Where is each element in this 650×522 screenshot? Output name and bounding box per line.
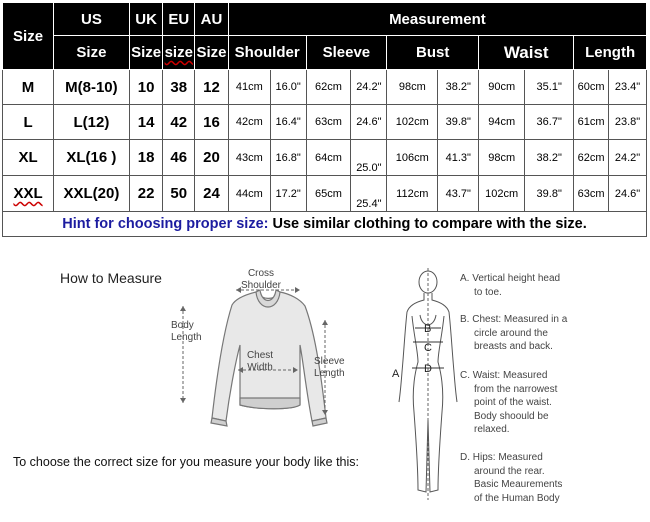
- cell-bust-cm: 106cm: [387, 140, 438, 176]
- cell-waist-cm: 94cm: [479, 105, 525, 140]
- cell-shoulder-cm: 44cm: [228, 176, 270, 212]
- cell-waist-in: 39.8": [525, 176, 574, 212]
- cell-length-in: 23.4": [609, 70, 647, 105]
- cell-uk: 14: [129, 105, 163, 140]
- cell-uk: 10: [129, 70, 163, 105]
- cell-bust-in: 43.7": [438, 176, 479, 212]
- cell-bust-in: 41.3": [438, 140, 479, 176]
- cell-bust-in: 38.2": [438, 70, 479, 105]
- header-eu-line2: size: [163, 36, 195, 70]
- header-size: Size: [3, 3, 54, 70]
- cell-eu: 46: [163, 140, 195, 176]
- header-bust: Bust: [387, 36, 479, 70]
- cell-shoulder-cm: 43cm: [228, 140, 270, 176]
- hint-text: Use similar clothing to compare with the size.: [268, 216, 587, 232]
- cell-length-in: 23.8": [609, 105, 647, 140]
- cell-size: XL: [3, 140, 54, 176]
- header-waist: Waist: [479, 36, 574, 70]
- cell-sleeve-cm: 64cm: [306, 140, 351, 176]
- marker-d: D: [424, 363, 432, 375]
- header-eu-line1: EU: [163, 3, 195, 36]
- body-length-label: Body Length: [171, 320, 202, 343]
- cell-eu: 38: [163, 70, 195, 105]
- cell-shoulder-in: 16.8": [270, 140, 306, 176]
- cell-us: M(8-10): [54, 70, 130, 105]
- cell-length-cm: 63cm: [574, 176, 609, 212]
- cell-waist-cm: 98cm: [479, 140, 525, 176]
- cell-sleeve-in: 24.6": [351, 105, 387, 140]
- cell-uk: 18: [129, 140, 163, 176]
- cell-sleeve-cm: 62cm: [306, 70, 351, 105]
- cross-shoulder-label: Cross Shoulder: [240, 268, 282, 291]
- cell-eu: 42: [163, 105, 195, 140]
- note-b: B. Chest: Measured in a circle around the breasts and back.: [460, 314, 568, 352]
- marker-c: C: [424, 342, 432, 354]
- cell-au: 12: [195, 70, 229, 105]
- cell-shoulder-cm: 42cm: [228, 105, 270, 140]
- cell-size: XXL: [3, 176, 54, 212]
- cell-shoulder-in: 16.0": [270, 70, 306, 105]
- cell-waist-in: 38.2": [525, 140, 574, 176]
- cell-waist-cm: 90cm: [479, 70, 525, 105]
- cell-bust-in: 39.8": [438, 105, 479, 140]
- note-c: C. Waist: Measured from the narrowest point of the waist. Body shoould be relaxed.: [460, 370, 558, 435]
- cell-length-in: 24.6": [609, 176, 647, 212]
- cell-sleeve-in: 25.4": [351, 176, 387, 212]
- note-d: D. Hips: Measured around the rear. Basic Meaurements of the Human Body: [460, 452, 563, 504]
- header-shoulder: Shoulder: [228, 36, 306, 70]
- header-us-line2: Size: [54, 36, 130, 70]
- cell-waist-cm: 102cm: [479, 176, 525, 212]
- chest-width-label: Chest Width: [246, 350, 274, 373]
- cell-bust-cm: 102cm: [387, 105, 438, 140]
- cell-length-cm: 61cm: [574, 105, 609, 140]
- marker-b: B: [424, 323, 432, 335]
- marker-a: A: [392, 368, 400, 380]
- cell-shoulder-cm: 41cm: [228, 70, 270, 105]
- cell-sleeve-cm: 63cm: [306, 105, 351, 140]
- cell-sleeve-in: 24.2": [351, 70, 387, 105]
- cell-sleeve-in: 25.0": [351, 140, 387, 176]
- note-a: A. Vertical height head to toe.: [460, 273, 561, 298]
- header-sleeve: Sleeve: [306, 36, 387, 70]
- header-measurement: Measurement: [228, 3, 646, 36]
- header-au-line2: Size: [195, 36, 229, 70]
- cell-length-cm: 62cm: [574, 140, 609, 176]
- hint-label: Hint for choosing proper size:: [62, 216, 269, 232]
- sleeve-length-label: Sleeve Length: [314, 356, 345, 379]
- cell-length-in: 24.2": [609, 140, 647, 176]
- cell-au: 24: [195, 176, 229, 212]
- cell-shoulder-in: 16.4": [270, 105, 306, 140]
- cell-eu: 50: [163, 176, 195, 212]
- cell-waist-in: 35.1": [525, 70, 574, 105]
- cell-us: XXL(20): [54, 176, 130, 212]
- cell-us: XL(16 ): [54, 140, 130, 176]
- cell-shoulder-in: 17.2": [270, 176, 306, 212]
- cell-bust-cm: 112cm: [387, 176, 438, 212]
- header-uk-line1: UK: [129, 3, 163, 36]
- header-uk-line2: Size: [129, 36, 163, 70]
- cell-bust-cm: 98cm: [387, 70, 438, 105]
- choose-size-instruction: To choose the correct size for you measure your body like this:: [13, 455, 359, 469]
- cell-au: 16: [195, 105, 229, 140]
- cell-size: M: [3, 70, 54, 105]
- cell-length-cm: 60cm: [574, 70, 609, 105]
- header-au-line1: AU: [195, 3, 229, 36]
- how-to-measure-title: How to Measure: [60, 270, 162, 286]
- cell-sleeve-cm: 65cm: [306, 176, 351, 212]
- cell-waist-in: 36.7": [525, 105, 574, 140]
- cell-size: L: [3, 105, 54, 140]
- cell-uk: 22: [129, 176, 163, 212]
- cell-au: 20: [195, 140, 229, 176]
- header-us-line1: US: [54, 3, 130, 36]
- header-length: Length: [574, 36, 647, 70]
- cell-us: L(12): [54, 105, 130, 140]
